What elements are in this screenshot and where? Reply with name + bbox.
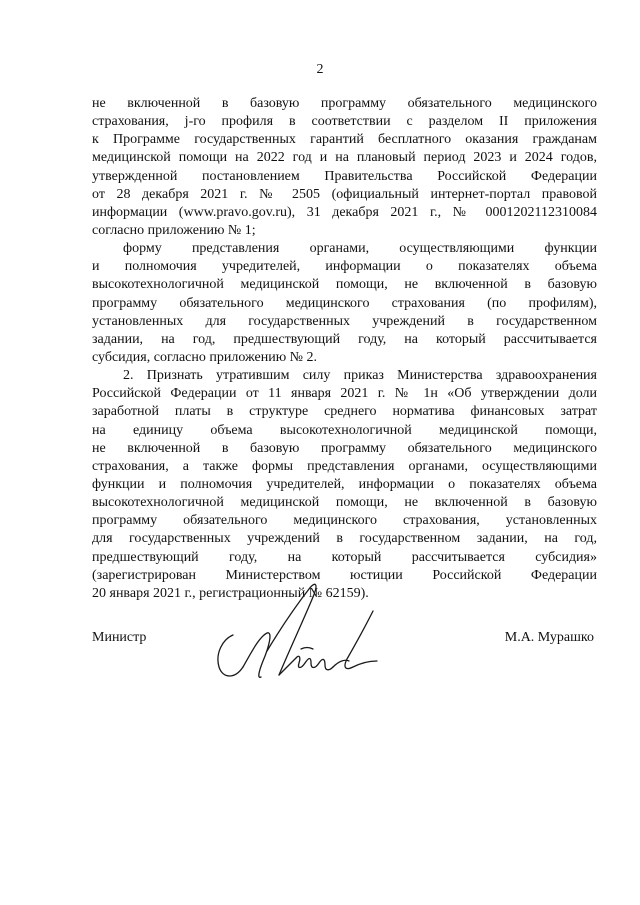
signer-name: М.А. Мурашко (504, 630, 594, 645)
text-line: для государственных учреждений в государственном задании, на год, (92, 531, 597, 547)
text-line: высокотехнологичной медицинской помощи, не включенной в базовую (92, 495, 597, 511)
signer-title: Министр (92, 630, 147, 645)
text-line: программу обязательного медицинского страхования (по профилям), (92, 295, 597, 311)
text-line: предшествующий году, на который рассчитывается субсидия» (92, 549, 597, 565)
text-line: страхования, а также формы представления органами, осуществляющими (92, 458, 597, 474)
text-line: форму представления органами, осуществляющими функции (123, 241, 597, 257)
text-line: и полномочия учредителей, информации о показателях объема (92, 259, 597, 275)
text-line: функции и полномочия учредителей, информации о показателях объема (92, 476, 597, 492)
text-line: (зарегистрирован Министерством юстиции Российской Федерации (92, 567, 597, 583)
text-line: страхования, j-го профиля в соответствии с разделом II приложения (92, 114, 597, 130)
text-line: медицинской помощи на 2022 год и на плановый период 2023 и 2024 годов, (92, 150, 597, 166)
text-line: согласно приложению № 1; (92, 222, 256, 238)
text-line: информации (www.pravo.gov.ru), 31 декабря 2021 г., № 0001202112310084 (92, 204, 597, 220)
text-line: Российской Федерации от 11 января 2021 г. № 1н «Об утверждении доли (92, 386, 597, 402)
text-line: 2. Признать утратившим силу приказ Министерства здравоохранения (123, 368, 597, 384)
text-line: не включенной в базовую программу обязательного медицинского (92, 440, 597, 456)
text-line: от 28 декабря 2021 г. № 2505 (официальный интернет-портал правовой (92, 186, 597, 202)
text-line: программу обязательного медицинского страхования, установленных (92, 513, 597, 529)
text-line: к Программе государственных гарантий бесплатного оказания гражданам (92, 132, 597, 148)
document-body (92, 95, 597, 603)
text-line: на единицу объема высокотехнологичной медицинской помощи, (92, 422, 597, 438)
text-line: не включенной в базовую программу обязательного медицинского (92, 96, 597, 111)
text-line: субсидия, согласно приложению № 2. (92, 349, 318, 365)
page-number: 2 (316, 62, 324, 77)
text-line: установленных для государственных учреждений в государственном (92, 313, 597, 329)
text-line: высокотехнологичной медицинской помощи, не включенной в базовую (92, 277, 597, 293)
text-line: задании, на год, предшествующий году, на который рассчитывается (92, 331, 597, 347)
text-line: утвержденной постановлением Правительства Российской Федерации (92, 168, 597, 184)
text-line: 20 января 2021 г., регистрационный № 62159). (92, 585, 369, 601)
handwritten-signature (205, 575, 395, 700)
text-line: заработной платы в структуре среднего норматива финансовых затрат (92, 404, 597, 420)
